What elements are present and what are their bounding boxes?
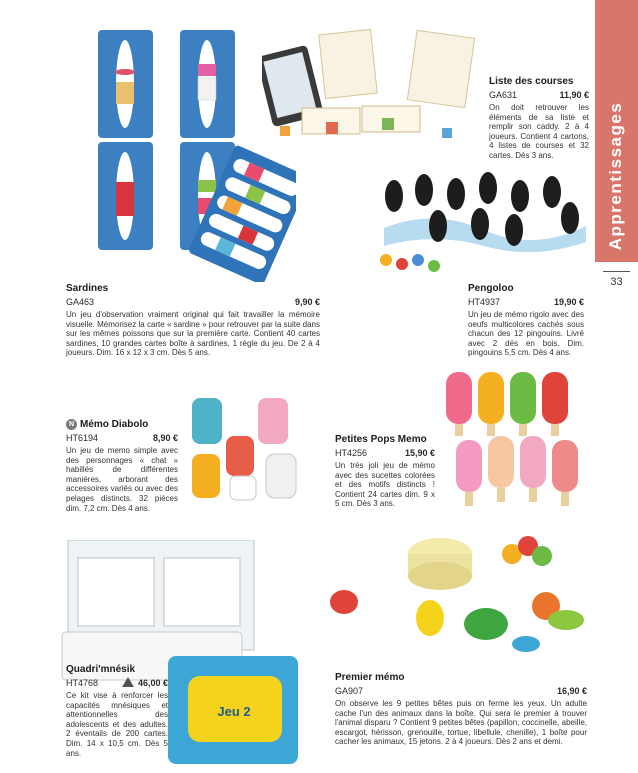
product-description: On doit retrouver les éléments de sa liste et remplir son caddy. 2 à 4 joueurs. Contient 4 cartons, 4 listes de courses et 32 cartes. Dès 3 ans.	[489, 103, 589, 160]
product-description: Un très joli jeu de mémo avec des sucettes colorées et des motifs distincts ! Contient 24 cartes dim. 9 x 5 cm. Dès 3 ans.	[335, 461, 435, 509]
product-ref: GA463	[66, 297, 95, 307]
product-petites-pops	[335, 434, 435, 509]
product-price: 11,90 €	[559, 90, 589, 100]
product-ref-price	[66, 296, 320, 308]
product-ref: HT6194	[66, 433, 99, 443]
sardine-card-1	[98, 30, 153, 138]
page-number: 33	[610, 276, 623, 288]
product-title-row	[66, 419, 178, 431]
product-description: On observe les 9 petites bêtes puis on ferme les yeux. Un adulte cache l'un des animaux dans la boîte. Qui sera le premier à trouver l'animal disparu ? Contient 9 petites bêtes (papillon, coccinelle, abeille, escargot, hérisson, grenouille, tortue, libellule, chenille), 1 boîte pour cacher les animaux, 15 jetons. 2 à 4 joueurs. Dès 2 ans et demi.	[335, 699, 587, 747]
new-badge: N	[66, 419, 77, 430]
product-ref-price	[66, 432, 178, 444]
liste-des-courses-image	[262, 28, 484, 144]
product-description: Un jeu d'observation vraiment original qui fait travailler la mémoire visuelle. Mémorisez la carte « sardine » pour retrouver par la suite dans sur les mêmes poissons que sur la première carte. Contient 40 cartes sardines, 10 grandes cartes boîte à sardines, 1 règle du jeu. De 2 à 4 joueurs. Dim. 16 x 12 x 3 cm. Dès 5 ans.	[66, 310, 320, 358]
product-ref: GA631	[489, 90, 518, 100]
premier-memo-image	[316, 520, 606, 680]
product-title: Mémo Diabolo	[80, 419, 149, 430]
product-price: 8,90 €	[152, 433, 178, 443]
product-title: Sardines	[66, 283, 109, 294]
product-memo-diabolo	[66, 419, 178, 513]
sardine-card-2	[180, 30, 235, 138]
product-description: Ce kit vise à renforcer les capacités mnésiques et attentionnelles des adolescents et des adultes. 2 éventails de 200 cartes. Dim. 14 x 10,5 cm. Dès 5 ans.	[66, 691, 168, 758]
product-price: 15,90 €	[404, 448, 435, 458]
product-ref: HT4937	[468, 297, 501, 307]
product-title: Pengoloo	[468, 283, 514, 294]
page-number-rule	[603, 271, 630, 272]
product-price: 16,90 €	[556, 686, 587, 696]
pengoloo-image	[374, 168, 592, 276]
product-price: 9,90 €	[294, 297, 320, 307]
memo-diabolo-image	[186, 396, 302, 502]
sardine-card-3	[98, 142, 153, 250]
product-pengoloo	[468, 283, 584, 358]
product-title: Quadri'mnésik	[66, 664, 136, 675]
section-title: Apprentissages	[606, 101, 625, 251]
quadri-card-label: Jeu 2	[217, 704, 251, 719]
product-ref-price	[335, 685, 587, 697]
product-quadri-mnesik	[66, 664, 168, 758]
product-ref: GA907	[335, 686, 364, 696]
product-ref: HT4256	[335, 448, 368, 458]
product-ref-price	[489, 89, 589, 101]
product-price-group	[122, 677, 168, 689]
product-sardines	[66, 283, 320, 358]
product-price: 19,90 €	[553, 297, 584, 307]
product-title: Liste des courses	[489, 76, 574, 87]
product-premier-memo	[335, 672, 587, 747]
product-description: Un jeu de mémo rigolo avec des oeufs multicolores cachés sous chacun des 12 pingouins. Livré avec 2 dés en bois. Dim. pingouins 5,5 cm. Dès 4 ans.	[468, 310, 584, 358]
warning-icon	[122, 677, 134, 687]
petites-pops-image	[440, 370, 590, 510]
product-ref: HT4768	[66, 678, 99, 688]
product-price: 46,00 €	[137, 678, 168, 688]
product-description: Un jeu de memo simple avec des personnages « chat » habillés de différentes manières, arborant des accessoires variés ou avec des pelages distincts. 32 pièces dim. 7,2 cm. Dès 4 ans.	[66, 446, 178, 513]
product-ref-price	[468, 296, 584, 308]
product-ref-price	[66, 677, 168, 689]
product-title: Petites Pops Memo	[335, 434, 427, 445]
product-liste-des-courses	[489, 76, 589, 161]
product-title: Premier mémo	[335, 672, 405, 683]
product-ref-price	[335, 447, 435, 459]
